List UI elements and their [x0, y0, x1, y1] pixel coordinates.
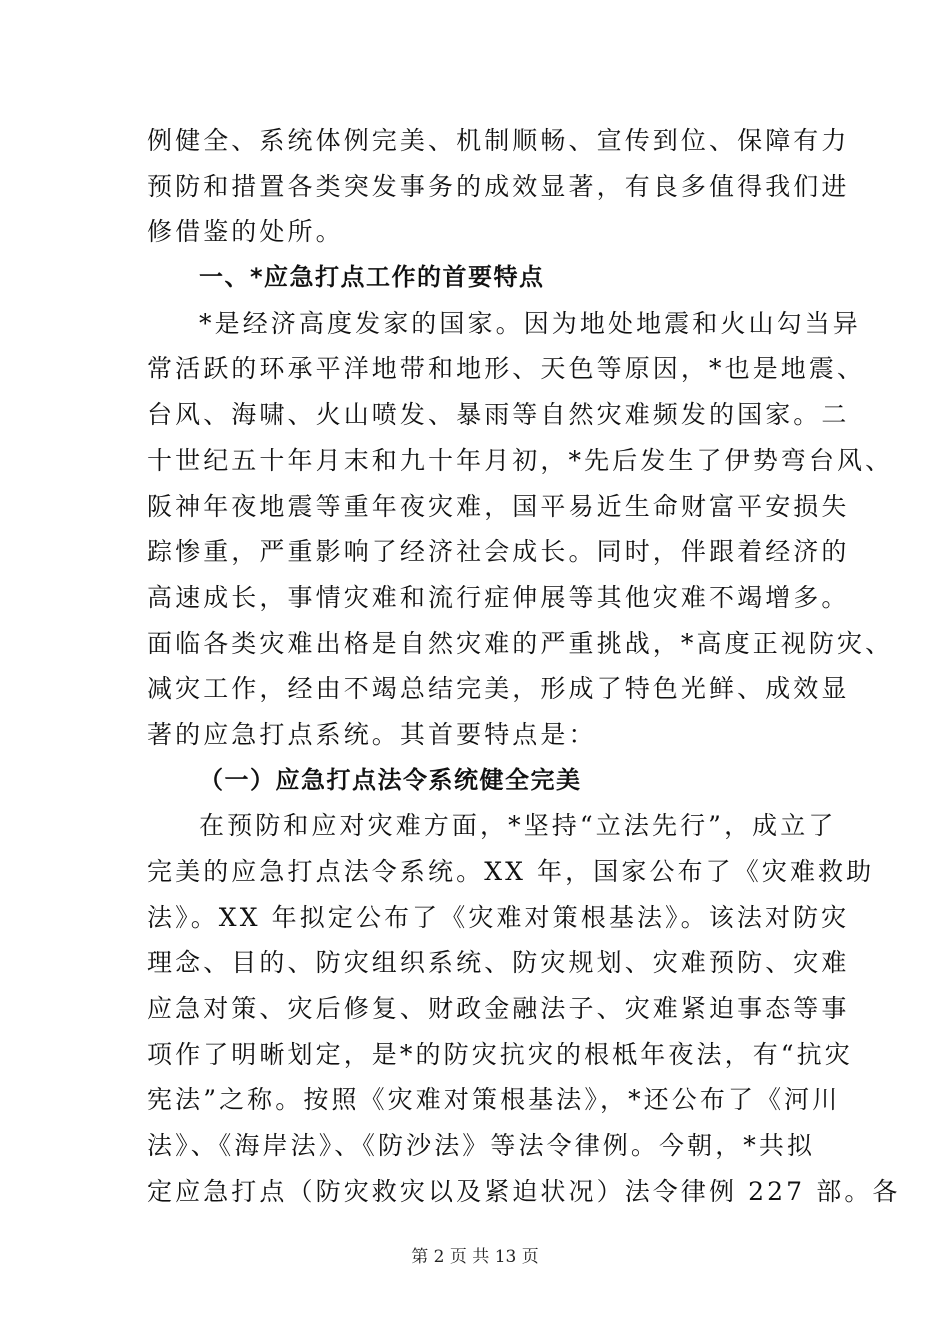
subsection-heading: （一）应急打点法令系统健全完美 [199, 765, 582, 794]
text-line: 定应急打点（防灾救灾以及紧迫状况）法令律例 227 部。各 [147, 1176, 901, 1206]
section-heading: 一、*应急打点工作的首要特点 [199, 263, 545, 292]
text-line: 踪惨重，严重影响了经济社会成长。同时，伴跟着经济的 [147, 537, 850, 567]
page-number-footer: 第 2 页 共 13 页 [411, 1247, 539, 1267]
text-line: 理念、目的、防灾组织系统、防灾规划、灾难预防、灾难 [147, 948, 850, 978]
text-line: 台风、海啸、火山喷发、暴雨等自然灾难频发的国家。二 [147, 400, 850, 430]
text-line: 修借鉴的处所。 [147, 217, 344, 247]
text-line: 十世纪五十年月末和九十年月初，*先后发生了伊势弯台风、 [147, 445, 894, 475]
text-line: 高速成长，事情灾难和流行症伸展等其他灾难不竭增多。 [147, 582, 850, 612]
text-line: 著的应急打点系统。其首要特点是： [147, 719, 597, 749]
paragraph-first-line: *是经济高度发家的国家。因为地处地震和火山勾当异 [199, 308, 861, 338]
text-line: 完美的应急打点法令系统。XX 年，国家公布了《灾难救助 [147, 857, 875, 886]
body-text [147, 118, 901, 1215]
text-line: 阪神年夜地震等重年夜灾难，国平易近生命财富平安损失 [147, 491, 850, 521]
text-line: 减灾工作，经由不竭总结完美，形成了特色光鲜、成效显 [147, 674, 850, 704]
text-line: 常活跃的环承平洋地带和地形、天色等原因，*也是地震、 [147, 354, 866, 384]
text-line: 预防和措置各类突发事务的成效显著，有良多值得我们进 [147, 171, 850, 201]
text-line: 法》、《海岸法》、《防沙法》等法令律例。今朝，*共拟 [147, 1131, 816, 1161]
paragraph-first-line: 在预防和应对灾难方面，*坚持“立法先行”，成立了 [199, 811, 837, 841]
text-line: 宪法”之称。按照《灾难对策根基法》，*还公布了《河川 [147, 1085, 841, 1115]
text-line: 例健全、系统体例完美、机制顺畅、宣传到位、保障有力 [147, 126, 850, 155]
text-line: 项作了明晰划定，是*的防灾抗灾的根柢年夜法，有“抗灾 [147, 1039, 853, 1069]
text-line: 应急对策、灾后修复、财政金融法子、灾难紧迫事态等事 [147, 994, 850, 1024]
text-line: 面临各类灾难出格是自然灾难的严重挑战，*高度正视防灾、 [147, 628, 894, 658]
text-line: 法》。XX 年拟定公布了《灾难对策根基法》。该法对防灾 [147, 902, 850, 932]
